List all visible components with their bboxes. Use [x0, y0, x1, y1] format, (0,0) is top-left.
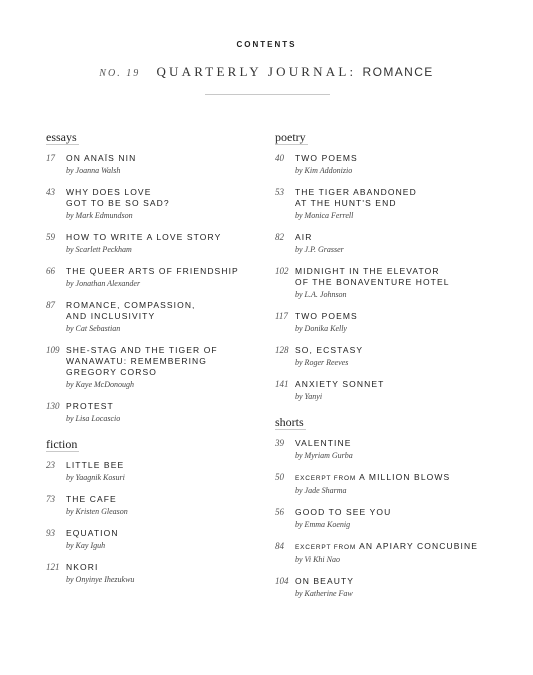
page-number: 128 [275, 345, 289, 355]
entry-author: by Onyinye Ihezukwu [66, 575, 135, 584]
entry-info [66, 528, 266, 551]
entry-author: by Yaagnik Kosuri [66, 473, 125, 482]
entry-title: ON ANAÏS NIN [66, 153, 137, 163]
entry-info [66, 232, 266, 255]
entry-title: ANXIETY SONNET [295, 379, 385, 389]
entry-title: PROTEST [66, 401, 114, 411]
entry-title-line [295, 576, 515, 587]
entry-title: A MILLION BLOWS [359, 472, 451, 482]
section-fiction [46, 435, 266, 585]
entry-info [295, 576, 515, 599]
entry-author: by Monica Ferrell [295, 211, 354, 220]
page-number: 121 [46, 562, 60, 572]
issue-number: NO. 19 [99, 68, 141, 79]
page-number: 87 [46, 300, 55, 310]
toc-entry[interactable] [275, 266, 515, 300]
entry-info [66, 266, 266, 289]
entry-author: by Scarlett Peckham [66, 245, 132, 254]
toc-entry[interactable] [46, 345, 266, 390]
page-number: 73 [46, 494, 55, 504]
entry-info [66, 300, 266, 334]
journal-title [0, 64, 533, 80]
toc-entry[interactable] [46, 300, 266, 334]
entry-title: HOW TO WRITE A LOVE STORY [66, 232, 222, 242]
toc-entry[interactable] [46, 401, 266, 424]
toc-entry[interactable] [46, 460, 266, 483]
entry-title: THE TIGER ABANDONED AT THE HUNT'S END [295, 187, 417, 208]
entry-title-line [295, 311, 515, 322]
toc-entry[interactable] [275, 507, 515, 530]
entry-title-line [66, 266, 266, 277]
entry-author: by Myriam Gurba [295, 451, 353, 460]
contents-heading: CONTENTS [236, 40, 297, 49]
entry-title-line [295, 187, 515, 209]
entry-title-line [295, 472, 515, 484]
entry-title-line [295, 266, 515, 288]
entry-title: THE QUEER ARTS OF FRIENDSHIP [66, 266, 239, 276]
entry-title-line [66, 300, 266, 322]
entry-author: by Cat Sebastian [66, 324, 121, 333]
entry-title: WHY DOES LOVE GOT TO BE SO SAD? [66, 187, 170, 208]
page-number: 93 [46, 528, 55, 538]
entry-author: by Katherine Faw [295, 589, 353, 598]
journal-topic: ROMANCE [362, 65, 434, 79]
entry-title-line [66, 345, 266, 378]
entry-title: ON BEAUTY [295, 576, 355, 586]
entry-author: by Kristen Gleason [66, 507, 128, 516]
entry-author: by Roger Reeves [295, 358, 349, 367]
section-title: essays [46, 130, 77, 144]
excerpt-prefix: EXCERPT FROM [295, 544, 357, 551]
title-divider [205, 94, 330, 95]
page-number: 130 [46, 401, 60, 411]
entry-title-line [295, 507, 515, 518]
page-number: 56 [275, 507, 284, 517]
right-column [275, 128, 515, 610]
entry-info [295, 153, 515, 176]
page-number: 82 [275, 232, 284, 242]
entry-title-line [66, 494, 266, 505]
entry-title-line [66, 528, 266, 539]
entry-info [295, 541, 515, 565]
entry-author: by L.A. Johnson [295, 290, 347, 299]
entry-title-line [66, 401, 266, 412]
entry-info [295, 379, 515, 402]
entry-author: by Emma Koenig [295, 520, 351, 529]
page-number: 50 [275, 472, 284, 482]
entry-title: TWO POEMS [295, 153, 358, 163]
entry-author: by Joanna Walsh [66, 166, 121, 175]
toc-entry[interactable] [275, 311, 515, 334]
entry-info [66, 187, 266, 221]
page-number: 84 [275, 541, 284, 551]
toc-entry[interactable] [46, 232, 266, 255]
entry-title: NKORI [66, 562, 99, 572]
excerpt-prefix: EXCERPT FROM [295, 475, 357, 482]
entry-info [295, 472, 515, 496]
page-number: 117 [275, 311, 288, 321]
entry-info [66, 494, 266, 517]
entry-info [295, 311, 515, 334]
entry-author: by Mark Edmundson [66, 211, 133, 220]
section-title: fiction [46, 437, 78, 451]
entry-title-line [66, 187, 266, 209]
entry-title-line [295, 438, 515, 449]
section-title: poetry [275, 130, 306, 144]
toc-entry[interactable] [275, 576, 515, 599]
toc-entry[interactable] [46, 528, 266, 551]
entry-title: EQUATION [66, 528, 119, 538]
entry-info [295, 266, 515, 300]
toc-entry[interactable] [275, 379, 515, 402]
entry-title-line [66, 153, 266, 164]
entry-title: VALENTINE [295, 438, 352, 448]
entry-author: by Vi Khi Nao [295, 555, 340, 564]
left-column [46, 128, 266, 596]
toc-entry[interactable] [275, 472, 515, 496]
toc-entry[interactable] [275, 187, 515, 221]
toc-entry[interactable] [46, 153, 266, 176]
entry-title-line [66, 562, 266, 573]
section-poetry [275, 128, 515, 402]
entry-title: THE CAFE [66, 494, 117, 504]
entry-title: TWO POEMS [295, 311, 358, 321]
entry-title-line [295, 345, 515, 356]
entry-author: by Kim Addonizio [295, 166, 353, 175]
toc-entry[interactable] [275, 345, 515, 368]
page-number: 17 [46, 153, 55, 163]
page-number: 141 [275, 379, 289, 389]
entry-info [66, 345, 266, 390]
toc-entry[interactable] [46, 187, 266, 221]
entry-author: by Kay Iguh [66, 541, 106, 550]
entry-title: ROMANCE, COMPASSION, AND INCLUSIVITY [66, 300, 196, 321]
entry-author: by Lisa Locascio [66, 414, 121, 423]
entry-title-line [295, 541, 515, 553]
entry-author: by Donika Kelly [295, 324, 347, 333]
toc-entry[interactable] [275, 541, 515, 565]
page-number: 104 [275, 576, 289, 586]
entry-title: MIDNIGHT IN THE ELEVATOR OF THE BONAVENTURE HOTEL [295, 266, 450, 287]
entry-title-line [66, 460, 266, 471]
entry-title-line [295, 232, 515, 243]
entry-title: AN APIARY CONCUBINE [359, 541, 478, 551]
entry-title: LITTLE BEE [66, 460, 125, 470]
toc-entry[interactable] [46, 494, 266, 517]
toc-entry[interactable] [46, 266, 266, 289]
page-number: 102 [275, 266, 289, 276]
toc-entry[interactable] [275, 232, 515, 255]
section-shorts [275, 413, 515, 599]
entry-info [66, 460, 266, 483]
toc-entry[interactable] [46, 562, 266, 585]
entry-author: by Kaye McDonough [66, 380, 134, 389]
entry-info [295, 438, 515, 461]
page-number: 53 [275, 187, 284, 197]
toc-entry[interactable] [275, 153, 515, 176]
entry-title: SHE-STAG AND THE TIGER OF WANAWATU: REMEMBERING GREGORY CORSO [66, 345, 218, 377]
page-number: 59 [46, 232, 55, 242]
entry-title: GOOD TO SEE YOU [295, 507, 392, 517]
entry-title-line [295, 379, 515, 390]
page-number: 109 [46, 345, 60, 355]
entry-info [295, 507, 515, 530]
entry-title: AIR [295, 232, 313, 242]
page-number: 23 [46, 460, 55, 470]
page-number: 66 [46, 266, 55, 276]
entry-author: by J.P. Grasser [295, 245, 344, 254]
section-essays [46, 128, 266, 424]
entry-info [66, 562, 266, 585]
entry-author: by Jade Sharma [295, 486, 347, 495]
entry-info [66, 401, 266, 424]
entry-author: by Jonathan Alexander [66, 279, 141, 288]
section-title: shorts [275, 415, 304, 429]
journal-name: QUARTERLY JOURNAL: [156, 64, 357, 79]
entry-author: by Yanyi [295, 392, 323, 401]
entry-info [66, 153, 266, 176]
toc-entry[interactable] [275, 438, 515, 461]
page-number: 39 [275, 438, 284, 448]
entry-title-line [66, 232, 266, 243]
page-number: 43 [46, 187, 55, 197]
entry-title: SO, ECSTASY [295, 345, 364, 355]
entry-info [295, 232, 515, 255]
entry-info [295, 345, 515, 368]
entry-title-line [295, 153, 515, 164]
page-number: 40 [275, 153, 284, 163]
entry-info [295, 187, 515, 221]
